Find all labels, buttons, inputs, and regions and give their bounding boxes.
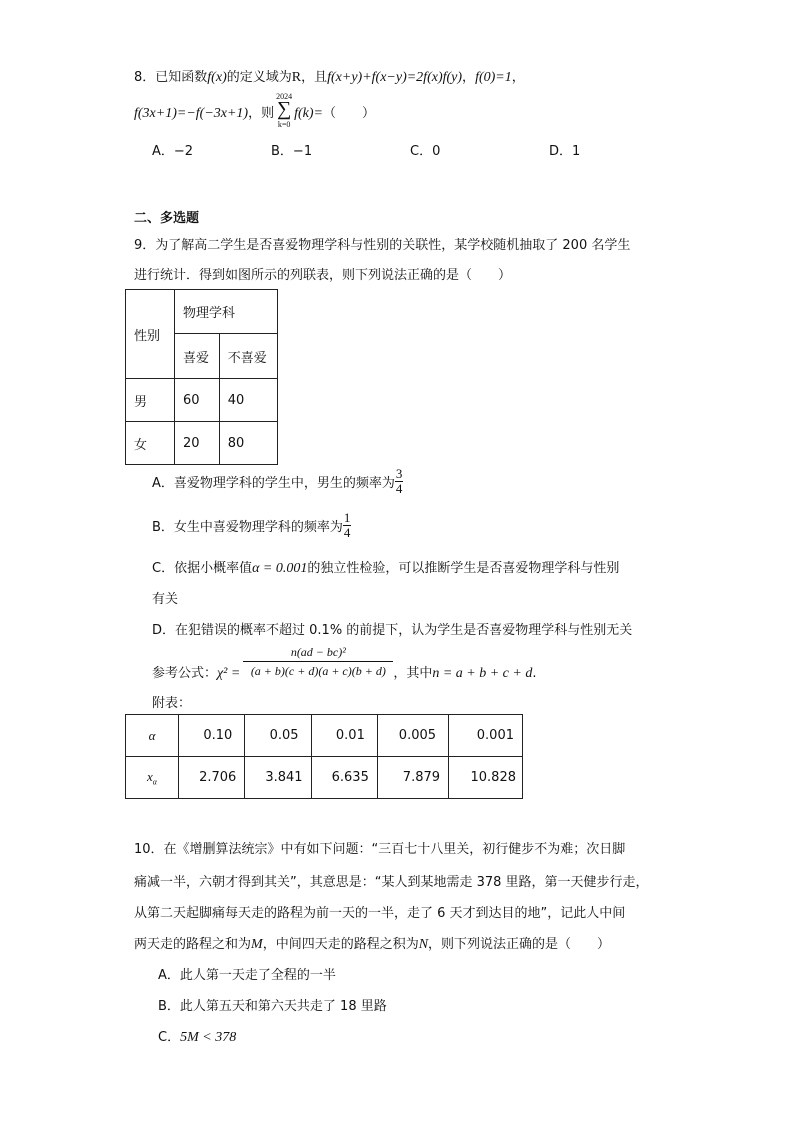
q8-eq3: f(3x+1)=−f(−3x+1) [134,106,249,121]
q8-fx: f(x) [207,70,227,85]
q8-comma2: ， [511,70,525,85]
q8-stem-2: 的定义域为 [226,70,292,85]
q10-option-a: A．此人第一天走了全程的一半 [158,968,336,983]
q8-stem-4: ，则 [248,106,275,121]
n-definition: n = a + b + c + d [432,666,533,681]
contingency-table [125,289,278,465]
q8-eq1: f(x+y)+f(x−y)=2f(x)f(y) [327,70,463,85]
q8-R: R [291,70,302,85]
section-title: 二、多选题 [134,211,200,226]
alpha-header: α [126,715,179,757]
q8-number: 8． [134,70,156,85]
q9-line2: 进行统计．得到如图所示的列联表，则下列说法正确的是（ ） [134,268,512,283]
header-like: 喜爱 [175,334,220,379]
q8-eq2: f(0)=1 [475,70,512,85]
q8-sum-body: f(k)= [294,106,323,121]
q8-line2 [134,92,375,132]
q9-option-c-line2: 有关 [152,592,179,607]
q8-line1 [134,66,525,86]
x-alpha-header: $x_\alpha$ [126,757,179,799]
q9-line1: 9．为了解高二学生是否喜爱物理学科与性别的关联性，某学校随机抽取了 200 名学生 [134,238,631,253]
q8-option-c: C．0 [410,144,441,159]
fraction-1-4: $\frac{1}{4}$ [343,510,351,540]
q9-option-c-line1: C．依据小概率值α = 0.001的独立性检验，可以推断学生是否喜爱物理学科与性别 [152,561,620,576]
q8-sum-symbol: ∑ [276,98,292,120]
formula-line: 参考公式：χ² = $\frac{\text{n(ad − bc)²}}{(a + b)(c + d)(a + c)(b + d)}$ ，其中n = a + b + c + d. [152,645,537,681]
q8-sum [274,92,294,130]
q8-stem-1: 已知函数 [155,70,208,85]
q8-option-d: D．1 [549,144,581,159]
q9-option-a: A．喜爱物理学科的学生中，男生的频率为 $\frac{3}{4}$ [152,466,403,496]
table-row: 女 20 80 [126,422,278,465]
q8-comma: ， [462,70,476,85]
q8-option-b: B．−1 [271,144,313,159]
q8-sum-lower: k=0 [277,120,291,129]
header-subject: 物理学科 [175,290,278,334]
table-row: 男 60 40 [126,379,278,422]
chi-square: χ² = [217,666,241,681]
q10-line1: 10．在《增删算法统宗》中有如下问题：“三百七十八里关，初行健步不为难；次日脚 [134,842,626,857]
q10-option-b: B．此人第五天和第六天共走了 18 里路 [158,999,387,1014]
q8-option-a: A．−2 [152,144,194,159]
q9-option-d: D．在犯错误的概率不超过 0.1% 的前提下，认为学生是否喜爱物理学科与性别无关 [152,623,633,638]
q8-stem-3: ，且 [301,70,328,85]
q10-line2: 痛减一半，六朝才得到其关”，其意思是：“某人到某地需走 378 里路，第一天健步行走， [134,875,649,890]
alpha-value: α = 0.001 [252,561,308,576]
q8-sum-upper: 2024 [276,92,293,101]
q10-option-c: C．5M < 378 [158,1030,237,1045]
q10-line4: 两天走的路程之和为M，中间四天走的路程之积为N，则下列说法正确的是（ ） [134,937,611,952]
header-gender: 性别 [126,290,175,379]
q8-paren: （ ） [322,106,375,121]
appendix-label: 附表： [152,696,192,711]
header-dislike: 不喜爱 [219,334,277,379]
chi-square-fraction: $\frac{\text{n(ad − bc)²}}{(a + b)(c + d)(a + c)(b + d)}$ [243,645,393,678]
var-M: M [251,937,263,952]
critical-value-table: α 0.10 0.05 0.01 0.005 0.001 $x_\alpha$ 2.706 3.841 6.635 7.879 10.828 [125,714,523,799]
q10-line3: 从第二天起脚痛每天走的路程为前一天的一半，走了 6 天才到达目的地”，记此人中间 [134,906,626,921]
fraction-3-4: $\frac{3}{4}$ [395,466,403,496]
var-N: N [418,937,429,952]
q9-option-b: B．女生中喜爱物理学科的频率为 $\frac{1}{4}$ [152,510,351,540]
